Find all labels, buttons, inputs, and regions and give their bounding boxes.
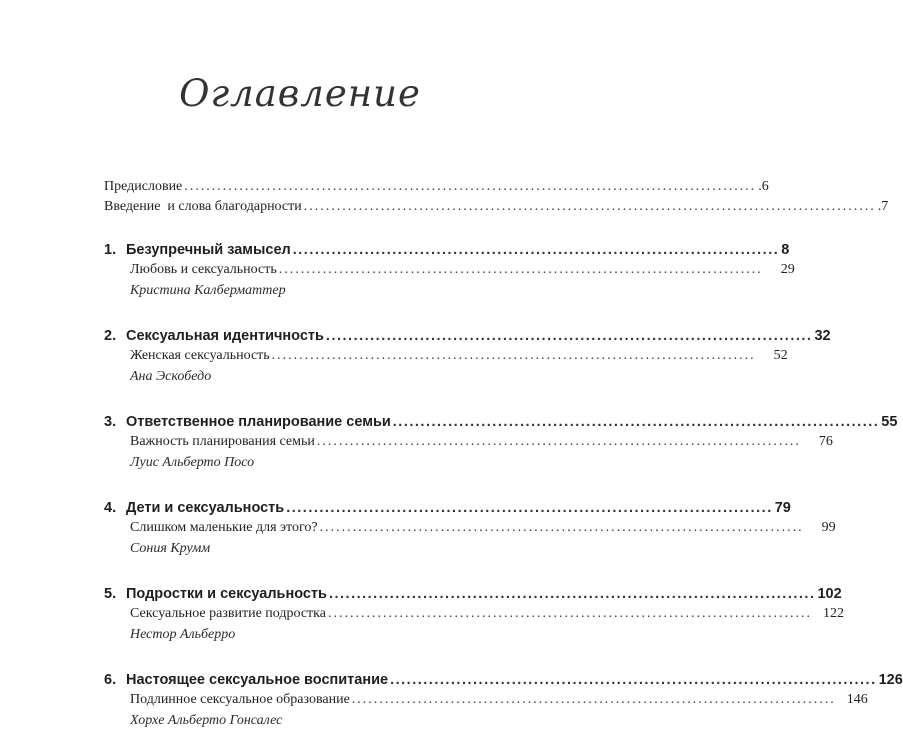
section-author: Хорхе Альберто Гонсалес (130, 713, 283, 728)
dot-leader: ........................................................................................................ (303, 199, 876, 214)
chapter-title: Ответственное планирование семьи (126, 414, 391, 430)
table-of-contents (104, 177, 903, 732)
section-author: Луис Альберто Посо (130, 455, 255, 470)
section-page: 76 (818, 434, 833, 449)
chapter-page: 102 (817, 586, 842, 602)
dot-leader: ........................................................................................ (271, 348, 756, 363)
toc-entry-page: .6 (758, 179, 769, 194)
dot-leader: ........................................................................................ (325, 328, 813, 344)
dot-leader: ........................................................................................ (392, 414, 880, 430)
chapter-page: 8 (781, 242, 790, 258)
dot-leader: ........................................................................................ (390, 672, 877, 688)
toc-entry-introduction[interactable] (104, 197, 889, 217)
chapter-block (104, 326, 831, 388)
section-title: Женская сексуальность (130, 348, 270, 363)
section-author: Ана Эскобедо (130, 369, 212, 384)
chapter-heading[interactable] (104, 412, 898, 432)
chapter-number: 6. (104, 672, 117, 688)
chapter-title: Сексуальная идентичность (126, 328, 324, 344)
section-author: Нестор Альберро (130, 627, 236, 642)
dot-leader: ........................................................................................ (351, 692, 836, 707)
chapter-page: 79 (774, 500, 791, 516)
chapter-block (104, 584, 844, 646)
chapter-page: 32 (814, 328, 831, 344)
dot-leader: ........................................................................................................ (184, 179, 757, 194)
chapter-page: 126 (878, 672, 903, 688)
chapter-number: 3. (104, 414, 117, 430)
section-page: 29 (780, 262, 795, 277)
dot-leader: ........................................................................................ (286, 500, 773, 516)
section-entry[interactable] (104, 432, 833, 452)
chapter-number: 5. (104, 586, 117, 602)
chapter-page: 55 (881, 414, 898, 430)
chapter-block (104, 498, 836, 560)
section-title: Важность планирования семьи (130, 434, 315, 449)
section-entry[interactable] (104, 260, 795, 280)
section-author: Кристина Калберматтер (130, 283, 286, 298)
chapter-block (104, 240, 795, 302)
dot-leader: ........................................................................................ (278, 262, 763, 277)
chapter-block (104, 670, 903, 732)
toc-entry-preface[interactable] (104, 177, 769, 197)
toc-entry-page: .7 (877, 199, 889, 214)
section-title: Подлинное сексуальное образование (130, 692, 350, 707)
toc-entry-label: Предисловие (104, 179, 183, 194)
section-title: Слишком маленькие для этого? (130, 520, 318, 535)
dot-leader: ........................................................................................ (316, 434, 801, 449)
dot-leader: ........................................................................................ (328, 586, 816, 602)
page-title: Оглавление (179, 72, 421, 115)
chapter-title: Дети и сексуальность (126, 500, 285, 516)
section-entry[interactable] (104, 604, 844, 624)
chapter-number: 1. (104, 242, 117, 258)
section-page: 122 (822, 606, 844, 621)
section-entry[interactable] (104, 518, 836, 538)
chapter-heading[interactable] (104, 240, 790, 260)
section-page: 146 (846, 692, 868, 707)
chapter-title: Настоящее сексуальное воспитание (126, 672, 389, 688)
chapter-heading[interactable] (104, 670, 903, 690)
dot-leader: ........................................................................................ (292, 242, 780, 258)
chapter-heading[interactable] (104, 584, 842, 604)
chapter-heading[interactable] (104, 498, 791, 518)
chapter-heading[interactable] (104, 326, 831, 346)
chapter-number: 4. (104, 500, 117, 516)
chapter-block (104, 412, 898, 474)
dot-leader: ........................................................................................ (327, 606, 812, 621)
chapter-number: 2. (104, 328, 117, 344)
chapter-title: Подростки и сексуальность (126, 586, 327, 602)
section-page: 99 (821, 520, 836, 535)
section-author: Сония Крумм (130, 541, 211, 556)
section-title: Сексуальное развитие подростка (130, 606, 326, 621)
section-title: Любовь и сексуальность (130, 262, 277, 277)
section-entry[interactable] (104, 690, 868, 710)
chapter-title: Безупречный замысел (126, 242, 291, 258)
dot-leader: ........................................................................................ (319, 520, 804, 535)
toc-entry-label: Введение и слова благодарности (104, 199, 302, 214)
section-page: 52 (773, 348, 788, 363)
section-entry[interactable] (104, 346, 788, 366)
